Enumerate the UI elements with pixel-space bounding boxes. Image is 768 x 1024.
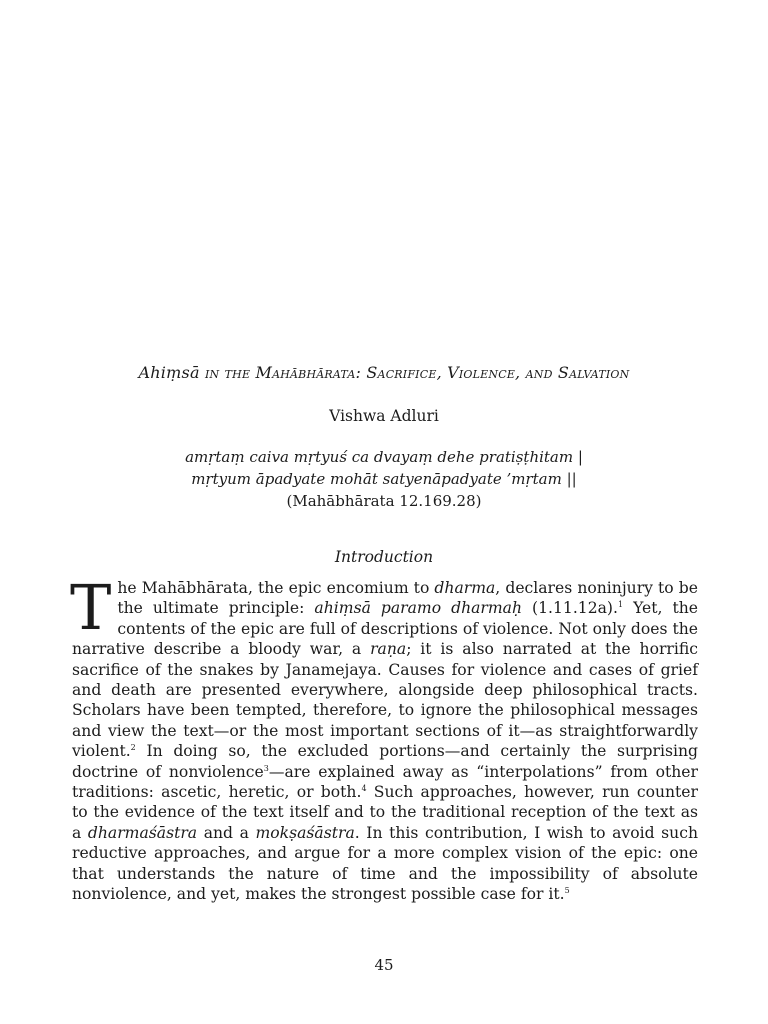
- text-run: and a: [197, 823, 256, 842]
- epigraph-line-1: amṛtaṃ caiva mṛtyuś ca dvayaṃ dehe pratiṣṭhitam |: [185, 448, 583, 466]
- epigraph-source: (Mahābhārata 12.169.28): [286, 492, 482, 510]
- text-run: , declares noninjury to be the ultimate principle:: [117, 579, 698, 618]
- italic-term: mokṣaśāstra: [255, 823, 355, 842]
- italic-term: dharmaśāstra: [87, 823, 198, 842]
- title-word-mahabharata: Mahābhārata: [255, 363, 356, 382]
- epigraph-line-2: mṛtyum āpadyate mohāt satyenāpadyate ’mṛtam ||: [191, 470, 577, 488]
- title-word-ahimsa: Ahiṃsā: [138, 363, 200, 382]
- text-run: Such approaches, however, run counter to the evidence of the text itself and to the traditional reception of the text as a: [72, 783, 698, 842]
- italic-term: raṇa: [370, 640, 407, 659]
- section-heading: Introduction: [334, 548, 434, 566]
- epigraph: [0, 446, 768, 512]
- footnote-marker[interactable]: 2: [130, 743, 136, 753]
- footnote-marker[interactable]: 3: [263, 763, 269, 773]
- text-run: Yet, the contents of the epic are full of descriptions of violence. Not only does the narrative describe a bloody war, a: [72, 599, 698, 659]
- drop-cap: T: [70, 571, 112, 644]
- text-run: ; it is also narrated at the horrific sacrifice of the snakes by Janamejaya. Causes for violence and cases of grief and death are presented everywhere, alongside deep philosophical tracts. Scholars have been tempted, therefore, to ignore the philosophical messages and view the text—or the most important sections of it—as straightforwardly violent.: [72, 640, 698, 761]
- introduction-paragraph: [70, 571, 698, 905]
- title-colon: :: [355, 363, 367, 382]
- footnote-marker[interactable]: 4: [361, 783, 367, 793]
- footnote-marker[interactable]: 1: [617, 600, 624, 610]
- author-name: Vishwa Adluri: [329, 407, 439, 425]
- text-run: (1.11.12a).: [522, 599, 618, 618]
- footnote-marker[interactable]: 5: [564, 885, 570, 895]
- title-connector: in the: [199, 363, 256, 382]
- italic-term: dharma: [434, 579, 496, 597]
- italic-term: ahiṃsā paramo dharmaḥ: [314, 599, 523, 618]
- text-run: . In this contribution, I wish to avoid such reductive approaches, and argue for a more complex vision of the epic: one that understands the nature of time and the impossibility of absolute nonviolence, and yet, makes the strongest possible case for it.: [72, 823, 698, 904]
- text-run: —are explained away as “interpolations” from other traditions: ascetic, heretic, or both.: [72, 762, 698, 802]
- text-run: In doing so, the excluded portions—and certainly the surprising doctrine of nonviolence: [72, 742, 698, 781]
- title-subtitle: Sacrifice, Violence, and Salvation: [366, 363, 630, 382]
- chapter-title: [0, 363, 768, 382]
- page-number: 45: [374, 956, 394, 974]
- text-run: he Mahābhārata, the epic encomium to: [117, 579, 435, 597]
